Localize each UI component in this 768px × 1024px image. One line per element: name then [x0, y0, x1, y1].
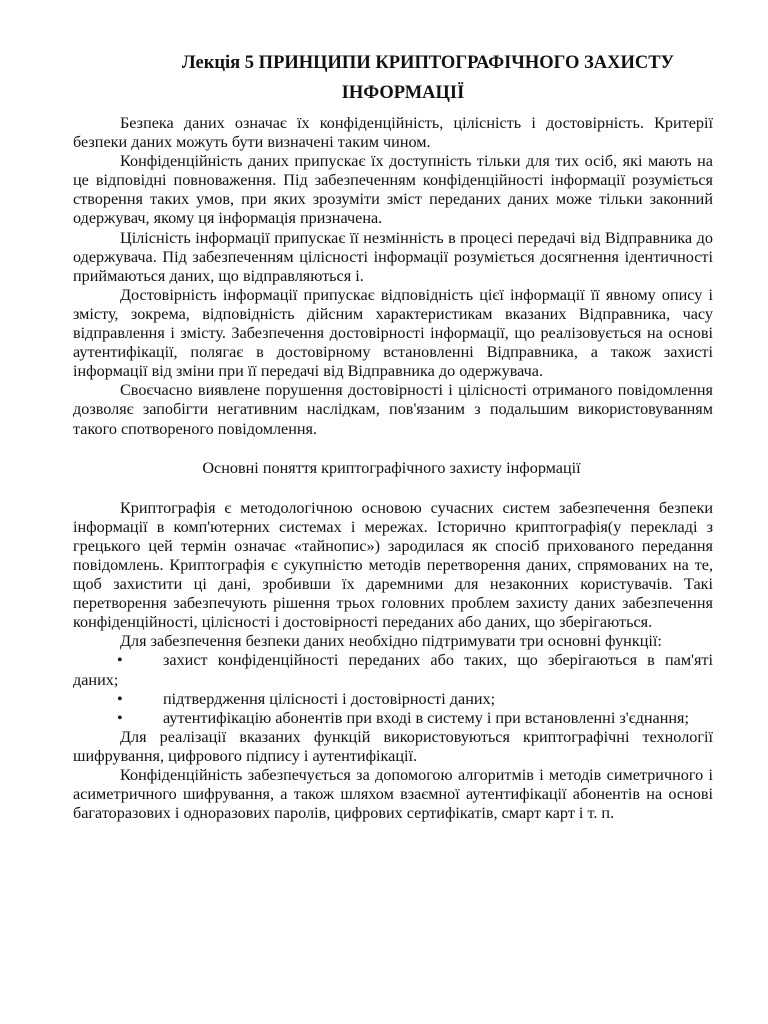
section-security-criteria	[73, 114, 713, 439]
document-page	[73, 48, 713, 823]
list-item-text: захист конфіденційності переданих або таких, що зберігаються в пам'яті даних;	[73, 651, 713, 689]
paragraph: Безпека даних означає їх конфіденційність, цілісність і достовірність. Критерії безпеки даних можуть бути визначені таким чином.	[73, 114, 713, 152]
bullet-icon: •	[117, 689, 123, 708]
bullet-icon: •	[117, 708, 123, 727]
section-heading: Основні поняття криптографічного захисту інформації	[202, 458, 581, 477]
paragraph: Криптографія є методологічною основою сучасних систем забезпечення безпеки інформації в комп'ютерних системах і мережах. Історично криптографія(у перекладі з грецького цей термін означає «тайнопис») зародилася як спосіб прихованого передання повідомлень. Криптографія є сукупністю методів перетворення даних, спрямованих на те, щоб захистити ці дані, зробивши їх даремними для незаконних користувачів. Такі перетворення забезпечують рішення трьох головних проблем захисту даних забезпечення конфіденційності, цілісності і достовірності переданих або даних, що зберігаються.	[73, 498, 713, 632]
bullet-icon: •	[117, 651, 123, 670]
lecture-title	[73, 48, 713, 108]
paragraph: Цілісність інформації припускає її незмінність в процесі передачі від Відправника до одержувача. Під забезпеченням цілісності інформації розуміється досягнення ідентичності приймаються даних, що відправляються і.	[73, 228, 713, 285]
paragraph: Для реалізації вказаних функцій використовуються криптографічні технології шифрування, цифрового підпису і аутентифікації.	[73, 727, 713, 765]
paragraph: Своєчасно виявлене порушення достовірності і цілісності отриманого повідомлення дозволяє запобігти негативним наслідкам, пов'язаним з подальшим використовуванням такого спотвореного повідомлення.	[73, 381, 713, 438]
section-crypto-basics	[73, 499, 713, 824]
list-item-text: підтвердження цілісності і достовірності даних;	[163, 689, 496, 708]
title-line-1: Лекція 5 ПРИНЦИПИ КРИПТОГРАФІЧНОГО ЗАХИСТУ	[181, 53, 675, 73]
paragraph: Конфіденційність даних припускає їх доступність тільки для тих осіб, які мають на це відповідні повноваження. Під забезпеченням конфіденційності інформації розуміється створення таких умов, при яких зрозуміти зміст переданих даних може тільки законний одержувач, якому ця інформація призначена.	[73, 152, 713, 228]
paragraph: Для забезпечення безпеки даних необхідно підтримувати три основні функції:	[120, 632, 662, 651]
list-item	[73, 651, 713, 689]
paragraph: Достовірність інформації припускає відповідність цієї інформації її явному опису і змісту, зокрема, відповідність дійсним характеристикам вказаних Відправника, часу відправлення і змісту. Забезпечення достовірності інформації, що реалізовується на основі аутентифікації, полягає в достовірному встановленні Відправника, а також захисті інформації від зміни при її передачі від Відправника до одержувача.	[73, 285, 713, 381]
list-item	[73, 709, 713, 728]
paragraph: Конфіденційність забезпечується за допомогою алгоритмів і методів симетричного і асиметричного шифрування, а також шляхом взаємної аутентифікації абонентів на основі багаторазових і одноразових паролів, цифрових сертифікатів, смарт карт і т. п.	[73, 766, 713, 823]
list-item	[73, 690, 713, 709]
title-line-2: ІНФОРМАЦІЇ	[341, 83, 465, 103]
list-item-text: аутентифікацію абонентів при вході в систему і при встановленні з'єднання;	[163, 708, 689, 727]
functions-list	[73, 651, 713, 727]
